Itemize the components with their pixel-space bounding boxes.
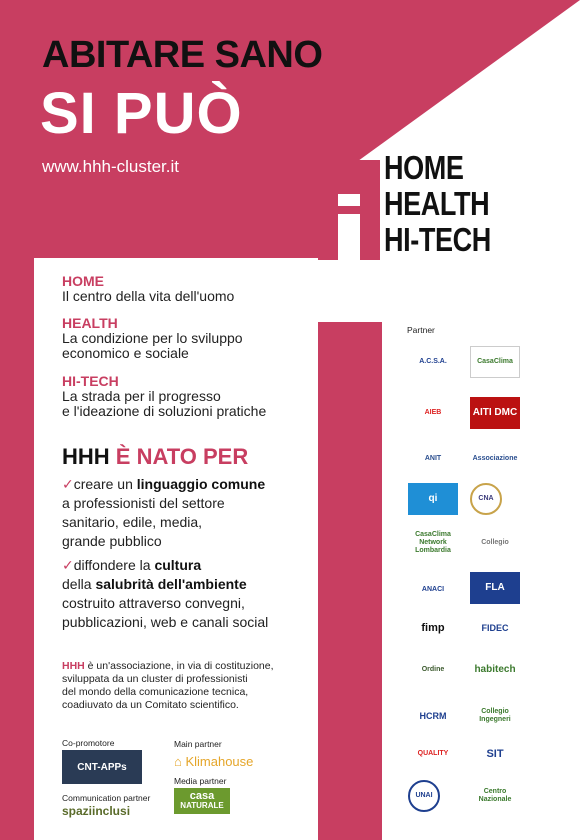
assoc-bold: HHH (62, 660, 85, 672)
definition-text: La strada per il progresso (62, 388, 221, 404)
partner-logo[interactable]: AIEB (424, 409, 442, 416)
bullet-line: costruito attraverso convegni, (62, 595, 245, 611)
partner-logo[interactable]: AITI DMC (470, 397, 520, 429)
partner-logo[interactable]: Centro Nazionale (478, 788, 512, 803)
born-accent: È NATO PER (115, 444, 249, 469)
partner-logo[interactable]: ANACI (421, 586, 445, 593)
assoc-line: del mondo della comunicazione tecnica, (62, 686, 249, 698)
assoc-line: coadiuvato da un Comitato scientifico. (62, 699, 239, 711)
copromotore-logo[interactable]: CNT-APPs (62, 750, 142, 784)
born-prefix: HHH (62, 444, 110, 469)
bullet-bold: salubrità dell'ambiente (95, 576, 247, 592)
definition-text: economico e sociale (62, 345, 189, 361)
bullet-bold: cultura (154, 557, 202, 573)
comm-partner-logo[interactable]: spaziinclusi (62, 804, 131, 818)
partner-logo[interactable]: CNA (470, 483, 502, 515)
partner-logo[interactable]: Collegio (481, 539, 509, 546)
logo-wordmark (384, 150, 491, 258)
definition-text: e l'ideazione di soluzioni pratiche (62, 403, 267, 419)
main-partner-name: Klimahouse (185, 753, 254, 769)
house-icon: ⌂ (174, 753, 186, 769)
partner-logo[interactable]: CasaClima (470, 346, 520, 378)
main-partner-label: Main partner (174, 739, 222, 749)
partner-logo[interactable]: Associazione (472, 455, 518, 462)
bullet-pre: creare un (73, 476, 137, 492)
definition-text: Il centro della vita dell'uomo (62, 288, 235, 304)
bullet-line: a professionisti del settore (62, 495, 225, 511)
bullet-line: sanitario, edile, media, (62, 514, 203, 530)
bullet-line: pubblicazioni, web e canali social (62, 614, 269, 630)
assoc-line: è un'associazione, in via di costituzione, (84, 660, 274, 672)
partner-logo[interactable]: FIDEC (481, 623, 509, 633)
bullet-bold: linguaggio comune (136, 476, 266, 492)
website-url[interactable]: www.hhh-cluster.it (42, 157, 179, 176)
check-icon: ✓ (62, 476, 74, 492)
definition-health (62, 315, 243, 361)
partner-logo[interactable]: HCRM (419, 711, 447, 721)
partner-logo[interactable]: qi (408, 483, 458, 515)
logo-word-health: HEALTH (384, 185, 490, 222)
partner-label: Partner (407, 325, 435, 335)
bullet-pre: diffondere la (73, 557, 155, 573)
check-icon: ✓ (62, 557, 74, 573)
partner-logo[interactable]: ANIT (424, 455, 442, 462)
partner-logo[interactable]: Collegio Ingegneri (479, 708, 511, 723)
hhh-logo-icon (318, 160, 380, 260)
partner-logo[interactable]: fimp (421, 622, 445, 634)
association-description (62, 660, 312, 712)
bullet-pre: della (62, 576, 96, 592)
pillar-bar (318, 322, 382, 840)
copromotore-label: Co-promotore (62, 738, 115, 748)
media-logo-word1: casa (189, 790, 215, 802)
logo-word-home: HOME (384, 149, 464, 186)
definition-title: HEALTH (62, 315, 118, 331)
definition-text: La condizione per lo sviluppo (62, 330, 243, 346)
media-partner-label: Media partner (174, 776, 227, 786)
bullet-line: grande pubblico (62, 533, 162, 549)
media-logo-word2: NATURALE (180, 801, 224, 810)
partner-logo[interactable]: UNAI (408, 780, 440, 812)
definition-title: HOME (62, 273, 104, 289)
partner-logo[interactable]: CasaClima Network Lombardia (415, 531, 451, 554)
logo-word-hitech: HI-TECH (384, 221, 491, 258)
headline-line2: SI PUÒ (40, 81, 243, 146)
partner-logo[interactable]: A.C.S.A. (419, 358, 447, 365)
partner-logo[interactable]: habitech (474, 664, 516, 675)
partner-logo[interactable]: FLA (470, 572, 520, 604)
definition-home (62, 273, 234, 304)
partner-logo[interactable]: SIT (486, 748, 504, 760)
born-heading (62, 444, 248, 470)
comm-partner-label: Communication partner (62, 793, 151, 803)
bullet-language (62, 475, 265, 551)
main-partner-logo[interactable] (174, 752, 274, 770)
assoc-line: sviluppata da un cluster di professionisti (62, 673, 248, 685)
bullet-culture (62, 556, 268, 632)
media-partner-logo[interactable] (174, 788, 230, 814)
definition-title: HI-TECH (62, 373, 119, 389)
partner-logo[interactable]: QUALITY (417, 750, 449, 757)
definition-hitech (62, 373, 266, 419)
partner-logo[interactable]: Ordine (421, 666, 445, 673)
headline-line1: ABITARE SANO (42, 34, 323, 76)
